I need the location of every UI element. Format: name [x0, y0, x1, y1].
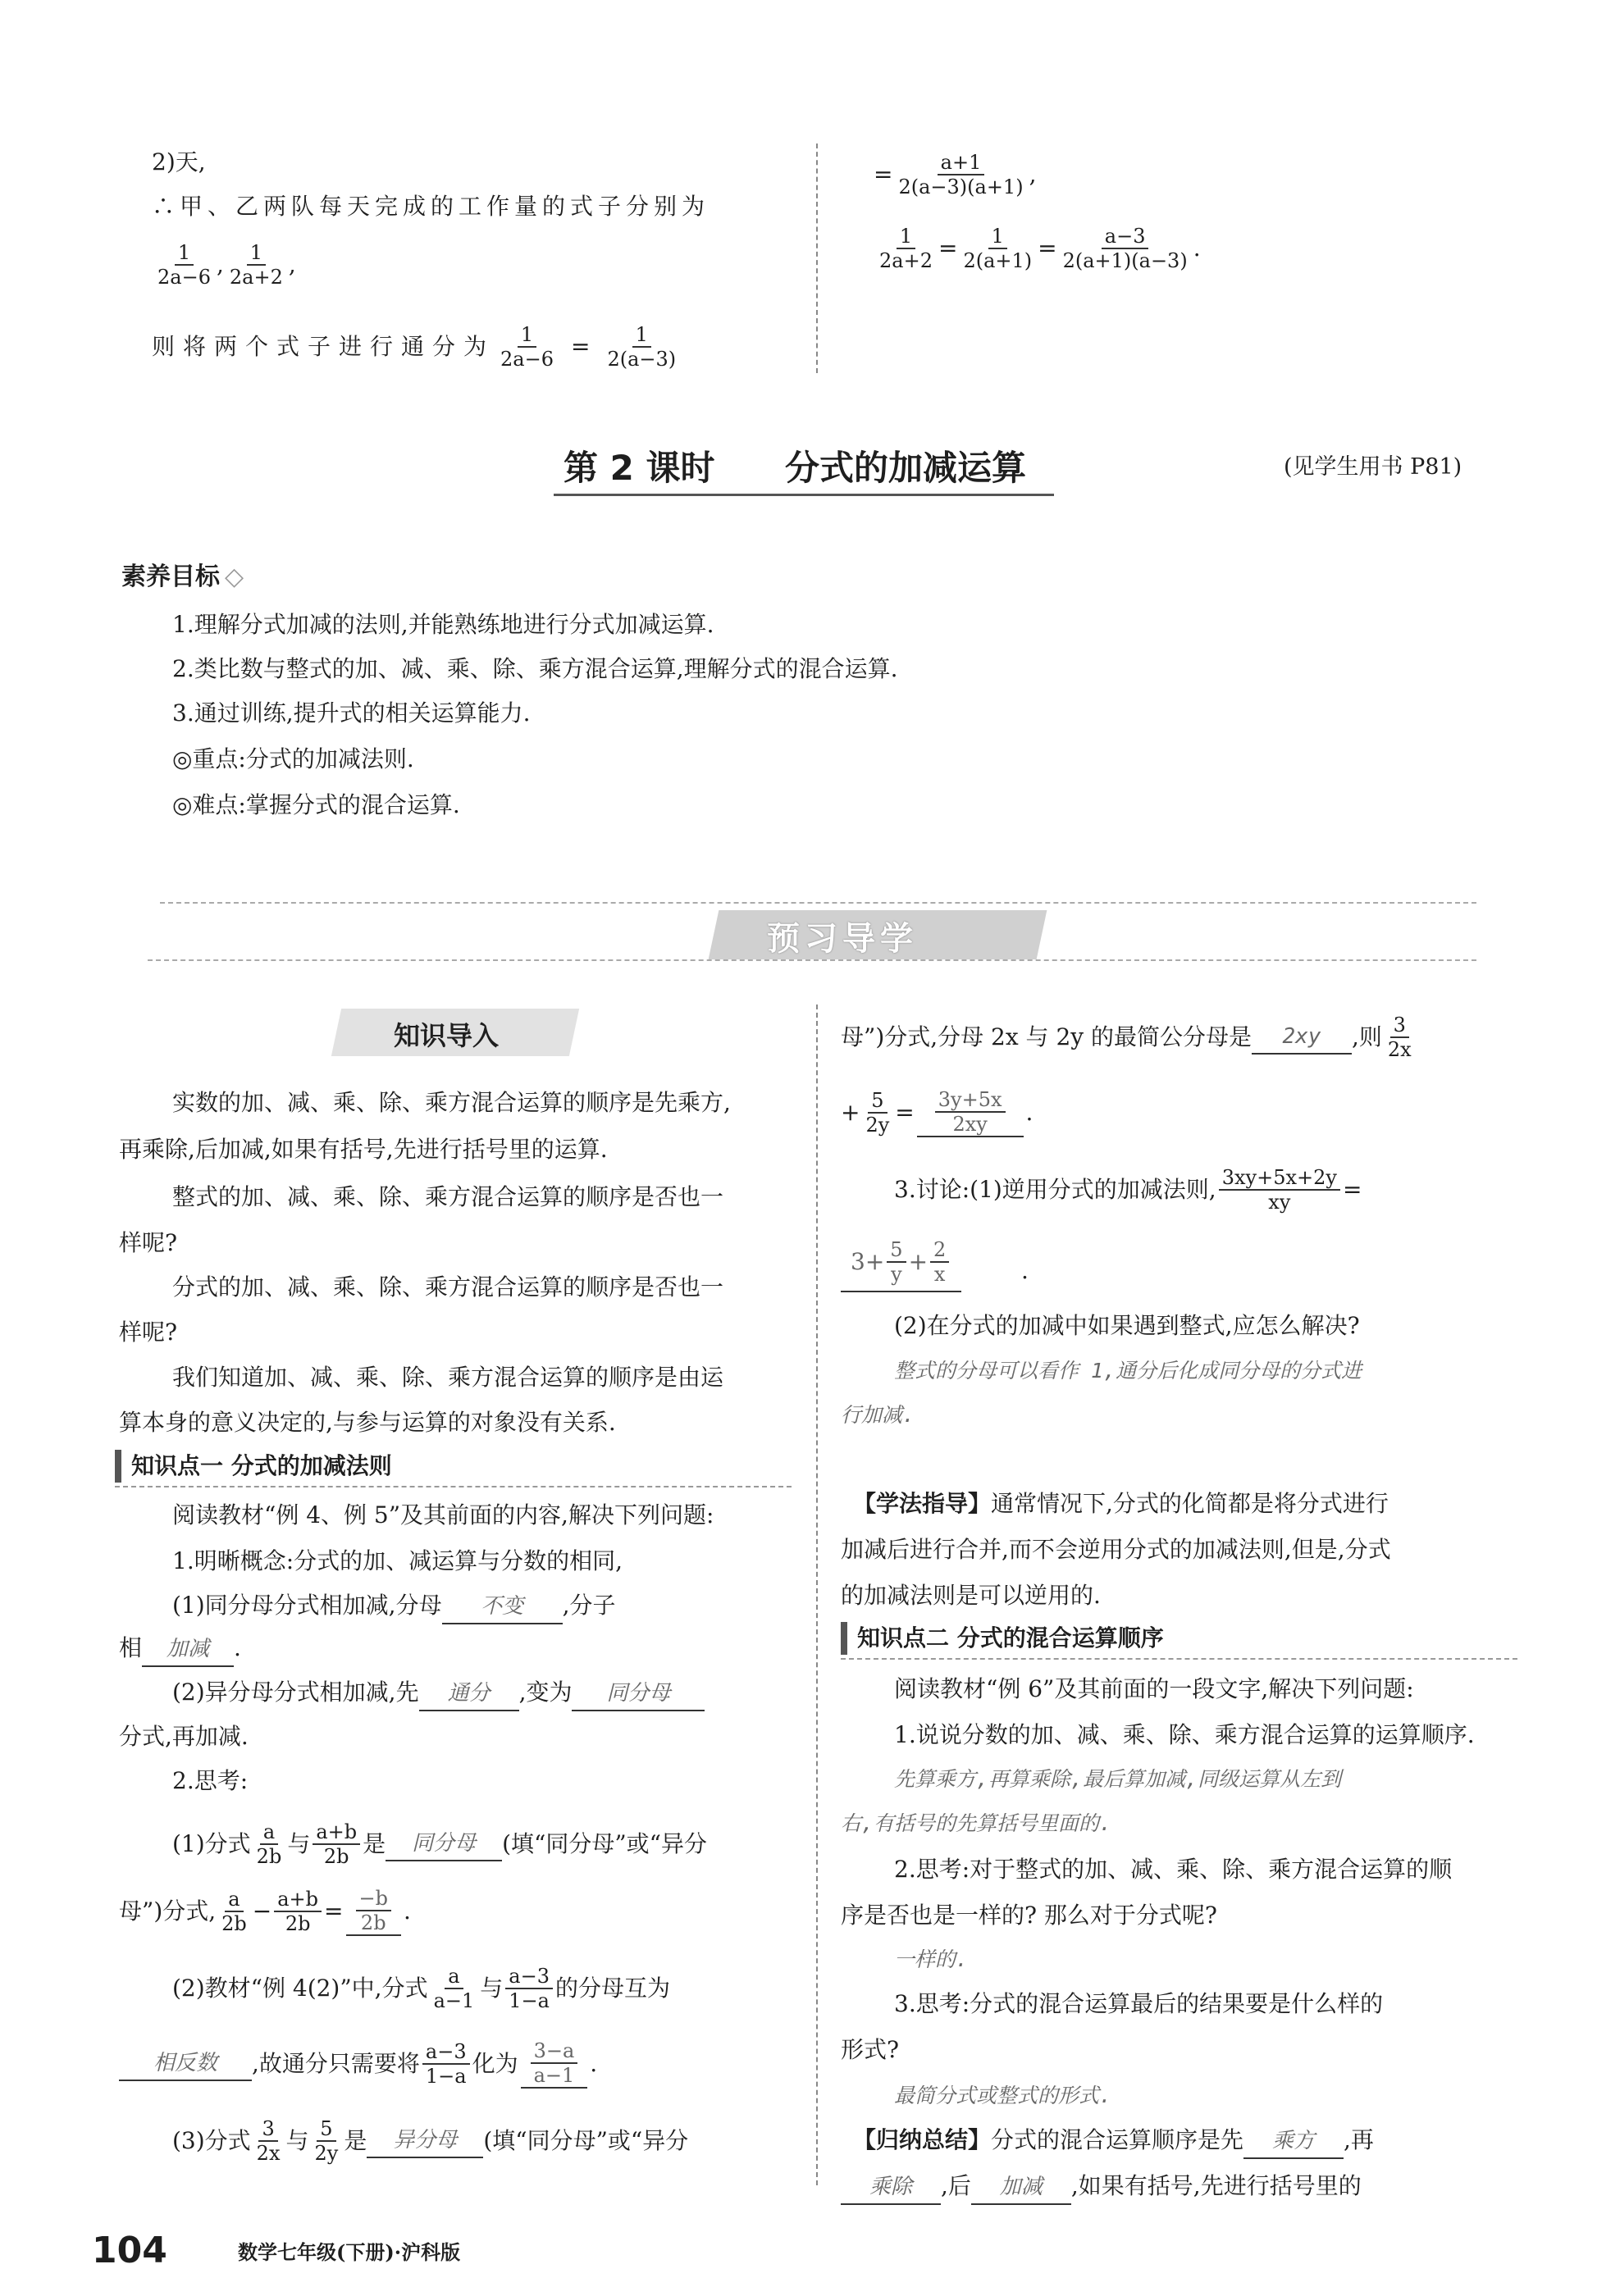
handwritten-answer: 整式的分母可以看作 1,通分后化成同分母的分式进 — [894, 1359, 1362, 1383]
lesson-title: 分式的加减运算 — [785, 448, 1027, 488]
knowledge-point-2: 知识点二 分式的混合运算顺序 — [841, 1622, 1164, 1655]
formula-line: (2)教材“例 4(2)”中,分式 $\frac{a}{a-1}$ 与 $\frac{a-3}{1-a}$ 的分母互为 — [172, 1965, 670, 2012]
question-line: (1)同分母分式相加减,分母 不变 ,分子 — [172, 1589, 615, 1624]
question-line: 分式,再加减. — [119, 1723, 249, 1750]
question-line: 3.思考:分式的混合运算最后的结果要是什么样的 — [894, 1990, 1384, 2017]
book-title: 数学七年级(下册)·沪科版 — [238, 2240, 461, 2264]
paragraph-line: 分式的加、减、乘、除、乘方混合运算的顺序是否也一 — [172, 1273, 724, 1301]
key-point: ◎重点:分式的加减法则. — [172, 745, 414, 772]
formula-line: 母”)分式,分母 2x 与 2y 的最简公分母是 2xy ,则 $\frac{3}{2x}$ — [841, 1014, 1412, 1061]
paragraph-line: 算本身的意义决定的,与参与运算的对象没有关系. — [119, 1409, 616, 1436]
text-line: ∴甲、乙两队每天完成的工作量的式子分别为 — [152, 193, 710, 220]
formula-line: $\frac{1}{2a+2}$ = $\frac{1}{2(a+1)}$ = $\frac{a-3}{2(a+1)(a-3)}$ . — [879, 225, 1201, 272]
question-line: (2)在分式的加减中如果遇到整式,应怎么解决? — [894, 1312, 1360, 1339]
answer-blank: 乘除 — [841, 2171, 941, 2205]
lesson-number: 第 2 课时 — [564, 448, 715, 488]
question-line: (2)异分母分式相加减,先 通分 ,变为 同分母 — [172, 1676, 705, 1711]
answer-denominator: 2b — [360, 1911, 386, 1934]
answer-blank: 加减 — [971, 2171, 1071, 2205]
question-line: 2.思考:对于整式的加、减、乘、除、乘方混合运算的顺 — [894, 1856, 1453, 1883]
answer-blank: 通分 — [419, 1677, 519, 1711]
tip-label: 【学法指导】 — [853, 1490, 992, 1517]
formula-line: + $\frac{5}{2y}$ = $\frac{3y+5x}{2xy}$ . — [841, 1088, 1033, 1137]
answer-numerator: −b — [356, 1887, 391, 1911]
formula-line: (3)分式 $\frac{3}{2x}$ 与 $\frac{5}{2y}$ 是 异分母 (填“同分母”或“异分 — [172, 2117, 689, 2165]
formula-line: 则将两个式子进行通分为 $\frac{1}{2a-6}$ = $\frac{1}{2(a-3)}$ — [152, 323, 677, 371]
column-divider — [816, 144, 818, 373]
text-line: 2)天, — [152, 148, 206, 175]
answer-blank: 异分母 — [367, 2124, 483, 2158]
handwritten-answer: 最简分式或整式的形式. — [894, 2084, 1112, 2107]
banner-divider — [160, 902, 1476, 904]
book-reference: (见学生用书 P81) — [1284, 454, 1462, 480]
question-line: 序是否也是一样的? 那么对于分式呢? — [841, 1902, 1217, 1929]
summary-line: 乘除 ,后 加减 ,如果有括号,先进行括号里的 — [841, 2170, 1362, 2205]
paragraph-line: 我们知道加、减、乘、除、乘方混合运算的顺序是由运 — [172, 1364, 724, 1391]
goals-label: 素养目标 ◇ — [121, 563, 244, 591]
column-divider — [816, 1004, 818, 2185]
answer-blank: 不变 — [442, 1590, 563, 1624]
banner-title: 预习导学 — [767, 920, 918, 958]
answer-denominator: a−1 — [533, 2064, 575, 2087]
question-line: 相 加减 . — [119, 1632, 241, 1667]
summary-label: 【归纳总结】 — [853, 2126, 992, 2153]
paragraph-line: 再乘除,后加减,如果有括号,先进行括号里的运算. — [119, 1136, 608, 1163]
formula-line: $\frac{1}{2a-6}$ , $\frac{1}{2a+2}$ , — [157, 241, 296, 289]
answer-numerator: 3y+5x — [935, 1088, 1006, 1113]
lesson-heading — [554, 435, 1054, 496]
answer-blank: 相反数 — [119, 2047, 252, 2081]
handwritten-answer: 行加减. — [841, 1403, 915, 1427]
answer-numerator: 3−a — [531, 2039, 578, 2064]
answer-denominator: 2xy — [952, 1113, 988, 1136]
answer-blank: 2xy — [1252, 1020, 1352, 1055]
formula-line: = $\frac{a+1}{2(a-3)(a+1)}$ , — [874, 151, 1037, 198]
answer-blank: 同分母 — [386, 1827, 502, 1861]
tip-line: 【学法指导】通常情况下,分式的化简都是将分式进行 — [853, 1490, 1389, 1517]
tip-line: 的加减法则是可以逆用的. — [841, 1582, 1101, 1609]
answer-blank: 3+ $\frac{5}{y}$ + $\frac{2}{x}$ — [841, 1233, 961, 1292]
question-line: 形式? — [841, 2036, 900, 2063]
instruction-line: 阅读教材“例 6”及其前面的一段文字,解决下列问题: — [894, 1675, 1414, 1702]
instruction-line: 阅读教材“例 4、例 5”及其前面的内容,解决下列问题: — [172, 1501, 714, 1528]
handwritten-answer: 先算乘方,再算乘除,最后算加减,同级运算从左到 — [894, 1767, 1342, 1791]
answer-blank: 同分母 — [572, 1677, 705, 1711]
goal-item: 2.类比数与整式的加、减、乘、除、乘方混合运算,理解分式的混合运算. — [172, 655, 898, 682]
goal-item: 1.理解分式加减的法则,并能熟练地进行分式加减运算. — [172, 611, 714, 638]
kp-underline — [841, 1658, 1517, 1660]
intro-title: 知识导入 — [394, 1020, 500, 1051]
formula-line: (1)分式 $\frac{a}{2b}$ 与 $\frac{a+b}{2b}$ 是 同分母 (填“同分母”或“异分 — [172, 1820, 707, 1868]
handwritten-answer: 右,有括号的先算括号里面的. — [841, 1811, 1112, 1835]
answer-blank: 乘方 — [1243, 2125, 1344, 2159]
punctuation: . — [1021, 1257, 1029, 1284]
formula-line: 3.讨论:(1)逆用分式的加减法则, $\frac{3xy+5x+2y}{xy}$ = — [894, 1166, 1362, 1214]
summary-line: 【归纳总结】分式的混合运算顺序是先 乘方 ,再 — [853, 2124, 1374, 2159]
paragraph-line: 样呢? — [119, 1319, 178, 1346]
handwritten-answer: 一样的. — [894, 1947, 969, 1971]
answer-blank: 加减 — [142, 1633, 234, 1667]
diamond-icon: ◇ — [225, 563, 244, 591]
kp-underline — [115, 1486, 792, 1487]
banner-divider — [148, 959, 1476, 961]
formula-line: 母”)分式, $\frac{a}{2b}$ − $\frac{a+b}{2b}$ = $\frac{-b}{2b}$ . — [119, 1887, 411, 1935]
paragraph-line: 实数的加、减、乘、除、乘方混合运算的顺序是先乘方, — [172, 1089, 731, 1116]
difficult-point: ◎难点:掌握分式的混合运算. — [172, 791, 460, 818]
question-line: 1.说说分数的加、减、乘、除、乘方混合运算的运算顺序. — [894, 1721, 1475, 1748]
knowledge-point-1: 知识点一 分式的加减法则 — [115, 1450, 392, 1483]
question-line: 2.思考: — [172, 1767, 249, 1794]
formula-line: 相反数 ,故通分只需要将 $\frac{a-3}{1-a}$ 化为 $\frac{3-a}{a-1}$ . — [119, 2035, 597, 2093]
tip-line: 加减后进行合并,而不会逆用分式的加减法则,但是,分式 — [841, 1536, 1391, 1563]
question-line: 1.明晰概念:分式的加、减运算与分数的相同, — [172, 1547, 623, 1574]
page-number: 104 — [92, 2230, 167, 2271]
paragraph-line: 样呢? — [119, 1229, 178, 1256]
goal-item: 3.通过训练,提升式的相关运算能力. — [172, 699, 531, 727]
paragraph-line: 整式的加、减、乘、除、乘方混合运算的顺序是否也一 — [172, 1183, 724, 1210]
